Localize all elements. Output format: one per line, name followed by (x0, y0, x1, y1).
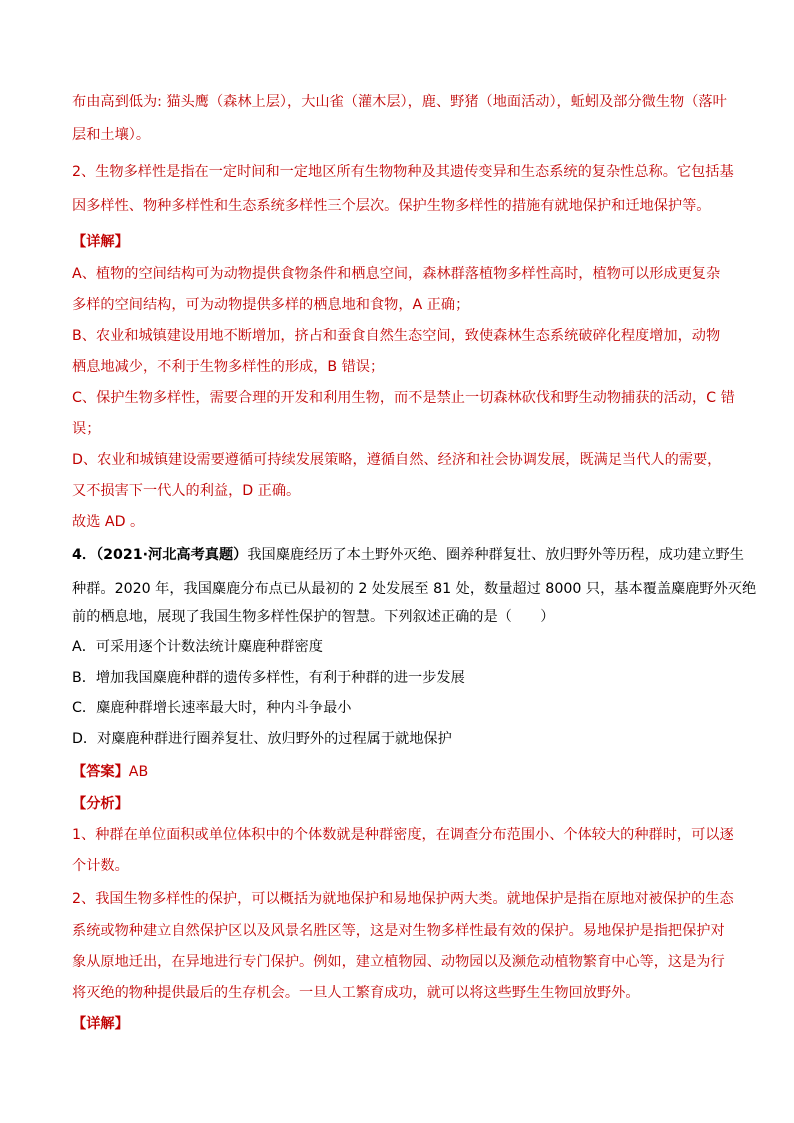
text-line: 1、种群在单位面积或单位体积中的个体数就是种群密度，在调查分布范围小、个体较大的种群时，可以逐 (72, 827, 734, 843)
text-line: C、保护生物多样性，需要合理的开发和利用生物，而不是禁止一切森林砍伐和野生动物捕获的活动，C 错 (72, 390, 735, 406)
text-line: 多样的空间结构，可为动物提供多样的栖息地和食物，A 正确； (72, 297, 470, 313)
text-line: D．对麋鹿种群进行圈养复壮、放归野外的过程属于就地保护 (72, 731, 452, 747)
text-line: 故选 AD 。 (72, 514, 145, 530)
text-line: 种群。2020 年，我国麋鹿分布点已从最初的 2 处发展至 81 处，数量超过 8000 只，基本覆盖麋鹿野外灭绝 (72, 581, 757, 597)
text-line: 将灭绝的物种提供最后的生存机会。一旦人工繁育成功，就可以将这些野生生物回放野外。 (72, 985, 640, 1001)
text-line: 系统或物种建立自然保护区以及风景名胜区等，这是对生物多样性最有效的保护。易地保护是指把保护对 (72, 923, 725, 939)
text-line: 层和土壤）。 (72, 127, 151, 143)
text-line: C．麋鹿种群增长速率最大时，种内斗争最小 (72, 700, 352, 716)
text-line: 2、生物多样性是指在一定时间和一定地区所有生物物种及其遗传变异和生态系统的复杂性总称。它包括基 (72, 164, 734, 180)
text-line: D、农业和城镇建设需要遵循可持续发展策略，遵循自然、经济和社会协调发展，既满足当代人的需要， (72, 452, 722, 468)
text-line-rest: AB (128, 764, 149, 780)
text-line: 栖息地减少，不利于生物多样性的形成，B 错误； (72, 359, 385, 375)
text-line: B．增加我国麋鹿种群的遗传多样性，有利于种群的进一步发展 (72, 670, 465, 686)
text-line: 因多样性、物种多样性和生态系统多样性三个层次。保护生物多样性的措施有就地保护和迁地保护等。 (72, 198, 711, 214)
text-line-bold-prefix: 4．（2021·河北高考真题） (72, 547, 248, 563)
text-line: B、农业和城镇建设用地不断增加，挤占和蚕食自然生态空间，致使森林生态系统破碎化程度增加，动物 (72, 328, 721, 344)
text-line: 2、我国生物多样性的保护，可以概括为就地保护和易地保护两大类。就地保护是指在原地对被保护的生态 (72, 891, 734, 907)
text-line: 前的栖息地，展现了我国生物多样性保护的智慧。下列叙述正确的是（ ） (72, 609, 555, 625)
text-line: 【详解】 (72, 1016, 129, 1032)
text-line: 误； (72, 421, 101, 437)
text-line (72, 545, 744, 565)
text-line: 象从原地迁出，在异地进行专门保护。例如，建立植物园、动物园以及濒危动植物繁育中心等，这是为行 (72, 954, 725, 970)
text-line: A．可采用逐个计数法统计麋鹿种群密度 (72, 639, 323, 655)
text-line: 布由高到低为: 猫头鹰（森林上层），大山雀（灌木层），鹿、野猪（地面活动），蚯蚓及部分微生物（落叶 (72, 94, 727, 110)
text-line-bold-prefix: 【答案】 (72, 764, 129, 780)
text-line: 个计数。 (72, 858, 129, 874)
text-line (72, 762, 732, 782)
text-line: 又不损害下一代人的利益，D 正确。 (72, 483, 301, 499)
text-line: 【详解】 (72, 234, 129, 250)
text-line-rest: 我国麋鹿经历了本土野外灭绝、圈养种群复壮、放归野外等历程，成功建立野生 (247, 547, 744, 563)
text-line: A、植物的空间结构可为动物提供食物条件和栖息空间，森林群落植物多样性高时，植物可以形成更复杂 (72, 266, 721, 282)
text-line: 【分析】 (72, 796, 129, 812)
